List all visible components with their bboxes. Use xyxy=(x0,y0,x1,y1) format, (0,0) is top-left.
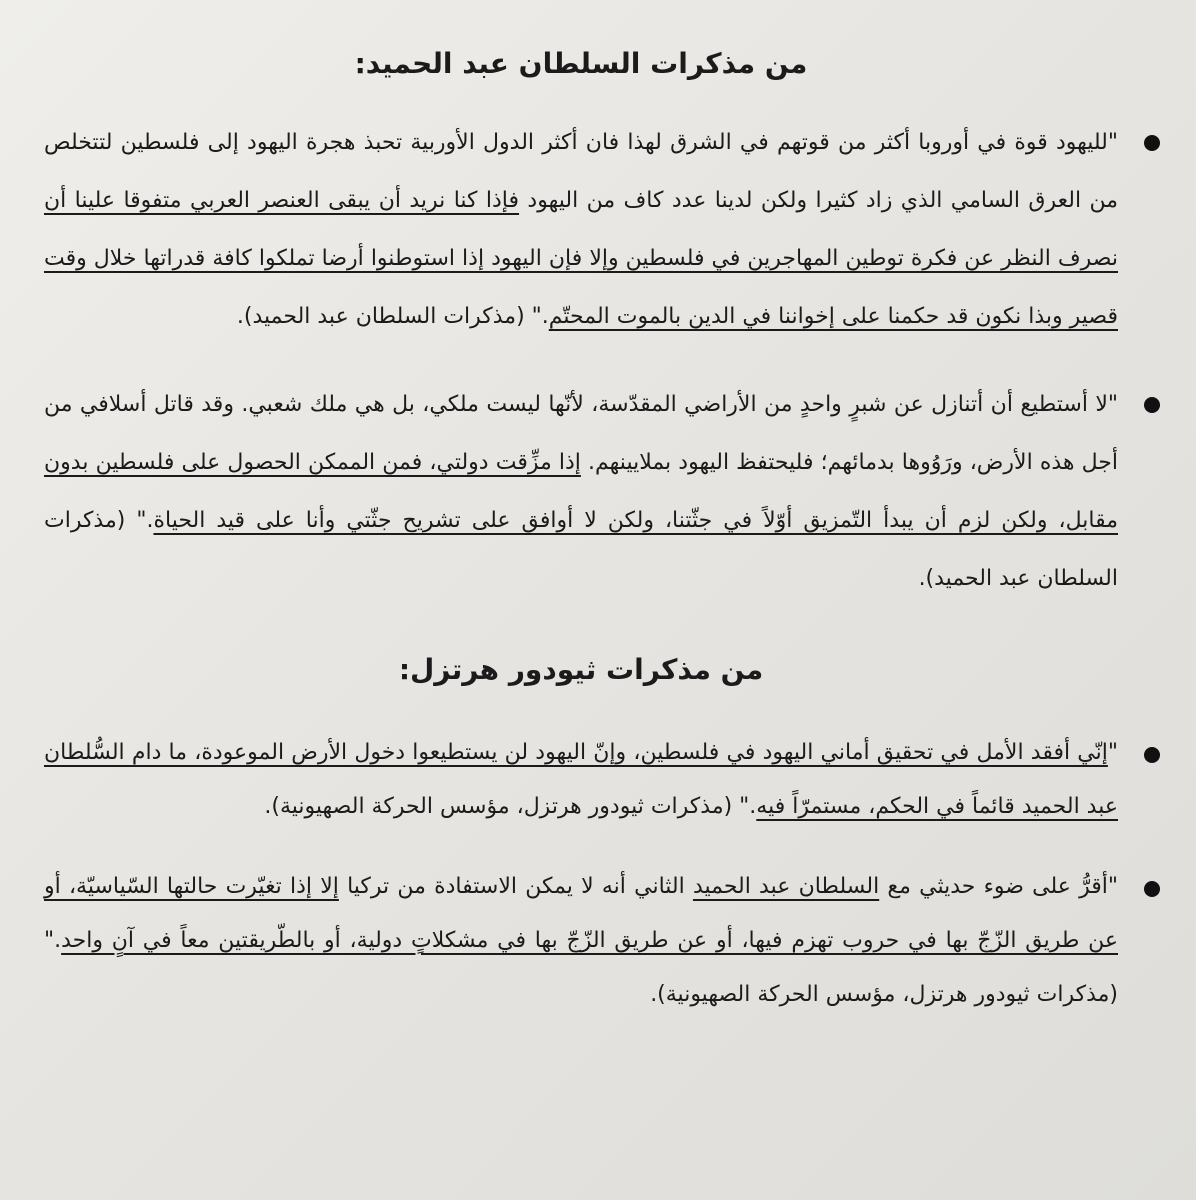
quote-text: الثاني أنه لا يمكن الاستفادة من تركيا xyxy=(338,874,693,899)
bullet-icon xyxy=(1144,397,1160,413)
quote-source: ." (مذكرات ثيودور هرتزل، مؤسس الحركة الصهيونية). xyxy=(264,794,757,819)
quote-underlined-text: السلطان عبد الحميد xyxy=(692,874,880,899)
quote-underlined-text: إلا إذا تغيّرت حالتها السّياسيّة، أو عن طريق الزّجّ بها في حروب تهزم فيها، أو عن طريق الزّجّ بها في مشكلاتٍ دولية، أو بالطّريقتين معاً في آنٍ واحد xyxy=(44,874,1118,953)
quote-text: "لا أستطيع أن أتنازل عن شبرٍ واحدٍ من الأراضي المقدّسة، لأنّها ليست ملكي، بل هي ملك شعبي. وقد قاتل أسلافي من أجل هذه الأرض، ورَوُوها بدمائهم؛ فليحتفظ اليهود بملايينهم. xyxy=(44,392,1118,475)
bullet-icon xyxy=(1144,747,1160,763)
quote-source: ." (مذكرات ثيودور هرتزل، مؤسس الحركة الصهيونية). xyxy=(44,928,1118,1007)
quote-text: "أقرُّ على ضوء حديثي مع xyxy=(879,874,1118,899)
quote-text: "لليهود قوة في أوروبا أكثر من قوتهم في الشرق لهذا فان أكثر الدول الأوربية تحبذ هجرة اليهود إلى فلسطين لتتخلص من العرق السامي الذي زاد كثيرا ولكن لدينا عدد كاف من اليهود xyxy=(44,130,1118,213)
quote-item xyxy=(44,114,1118,346)
quote-underlined-text: فإذا كنا نريد أن يبقى العنصر العربي متفوقا علينا أن نصرف النظر عن فكرة توطين المهاجرين في فلسطين وإلا فإن اليهود إذا استوطنوا أرضا تملكوا كافة قدراتها خلال وقت قصير وبذا نكون قد حكمنا على إخواننا في الدين بالموت المحتّم xyxy=(44,188,1118,329)
section-heading-abdulhamid: من مذكرات السلطان عبد الحميد: xyxy=(354,47,808,80)
quote-item xyxy=(44,860,1118,1022)
bullet-icon xyxy=(1144,881,1160,897)
quote-item xyxy=(44,726,1118,834)
quote-item xyxy=(44,376,1118,608)
quote-source: ." (مذكرات السلطان عبد الحميد). xyxy=(44,508,1118,591)
quote-underlined-text: إنّي أفقد الأمل في تحقيق أماني اليهود في فلسطين، وإنّ اليهود لن يستطيعوا دخول الأرض الموعودة، ما دام السُّلطان عبد الحميد قائماً في الحكم، مستمرّاً فيه xyxy=(44,740,1118,819)
quote-text: " xyxy=(1107,740,1118,765)
section-heading-herzl: من مذكرات ثيودور هرتزل: xyxy=(398,653,764,686)
quote-underlined-text: إذا مزِّقت دولتي، فمن الممكن الحصول على فلسطين بدون مقابل، ولكن لزم أن يبدأ التّمزيق أوّلاً في جثّتنا، ولكن لا أوافق على تشريح جثّتي وأنا على قيد الحياة xyxy=(44,450,1119,533)
quote-source: ." (مذكرات السلطان عبد الحميد). xyxy=(236,304,549,329)
bullet-icon xyxy=(1144,135,1160,151)
